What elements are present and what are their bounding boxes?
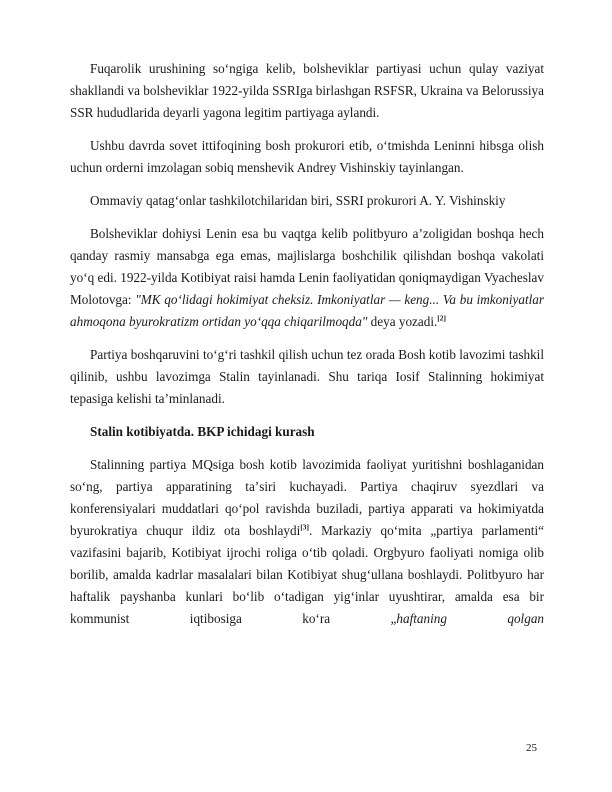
paragraph-stalin-rest: . Markaziy qoʻmita „partiya parlamenti“ vazifasini bajarib, Kotibiyat ijrochi roliga oʻtib qoladi. Orgbyuro faoliyati nomiga olib borilib, amalda kadrlar masalalari bilan Kotibiyat shugʻullana boshlaydi. Politbyuro har haftalik payshanba kunlari boʻlib oʻtadigan yigʻinlar uyushtirar, amalda esa bir kommunist iqtibosiga koʻra „: [70, 523, 544, 626]
lenin-quote: "MK qoʻlidagi hokimiyat cheksiz. Imkoniyatlar — keng... Va bu imkoniyatlar ahmoqona byurokratizm ortidan yoʻqqa chiqarilmoqda": [70, 292, 544, 329]
paragraph-stalin-secretariat: [70, 454, 544, 630]
section-heading: Stalin kotibiyatda. BKP ichidagi kurash: [90, 424, 315, 439]
communist-quote: haftaning qolgan: [396, 611, 545, 626]
paragraph-civil-war: Fuqarolik urushining soʻngiga kelib, bolsheviklar partiyasi uchun qulay vaziyat shakllandi va bolsheviklar 1922-yilda SSRIga birlashgan RSFSR, Ukraina va Belorussiya SSR hududlarida deyarli yagona legitim partiyaga aylandi.: [70, 61, 544, 120]
paragraph-lenin-politburo: [70, 223, 544, 333]
paragraph-general-secretary: Partiya boshqaruvini toʻgʻri tashkil qilish uchun tez orada Bosh kotib lavozimi tashkil qilinib, ushbu lavozimga Stalin tayinlanadi. Shu tariqa Iosif Stalinning hokimiyat tepasiga kelishi taʼminlanadi.: [70, 347, 544, 406]
document-body: [70, 58, 544, 641]
paragraph-stalin-text: Stalinning partiya MQsiga bosh kotib lavozimida faoliyat yuritishni boshlaganidan soʻng, partiya apparatining taʼsiri kuchayadi. Partiya chaqiruv syezdlari va konferensiyalari muddatlari qoʻpol ravishda buziladi, partiya apparati va hokimiyatda byurokratiya chuqur ildiz ota boshlaydi: [70, 457, 544, 538]
footnote-ref-2[interactable]: [2]: [437, 313, 447, 323]
paragraph-lenin-tail: deya yozadi.: [370, 314, 438, 329]
footnote-ref-3[interactable]: [3]: [300, 522, 310, 532]
paragraph-lenin-text: Bolsheviklar dohiysi Lenin esa bu vaqtga kelib politbyuro aʼzoligidan boshqa hech qanday rasmiy mansabga ega emas, majlislarga boshchilik qilishdan boshqa vakolati yoʻq edi. 1922-yilda Kotibiyat raisi hamda Lenin faoliyatidan qoniqmaydigan Vyacheslav Molotovga:: [70, 226, 544, 307]
paragraph-vishinskiy-caption: Ommaviy qatagʻonlar tashkilotchilaridan biri, SSRI prokurori A. Y. Vishinskiy: [90, 193, 506, 208]
paragraph-vishinskiy-appointment: Ushbu davrda sovet ittifoqining bosh prokurori etib, oʻtmishda Leninni hibsga olish uchun orderni imzolagan sobiq menshevik Andrey Vishinskiy tayinlangan.: [70, 138, 544, 175]
page-number: 25: [526, 742, 537, 754]
